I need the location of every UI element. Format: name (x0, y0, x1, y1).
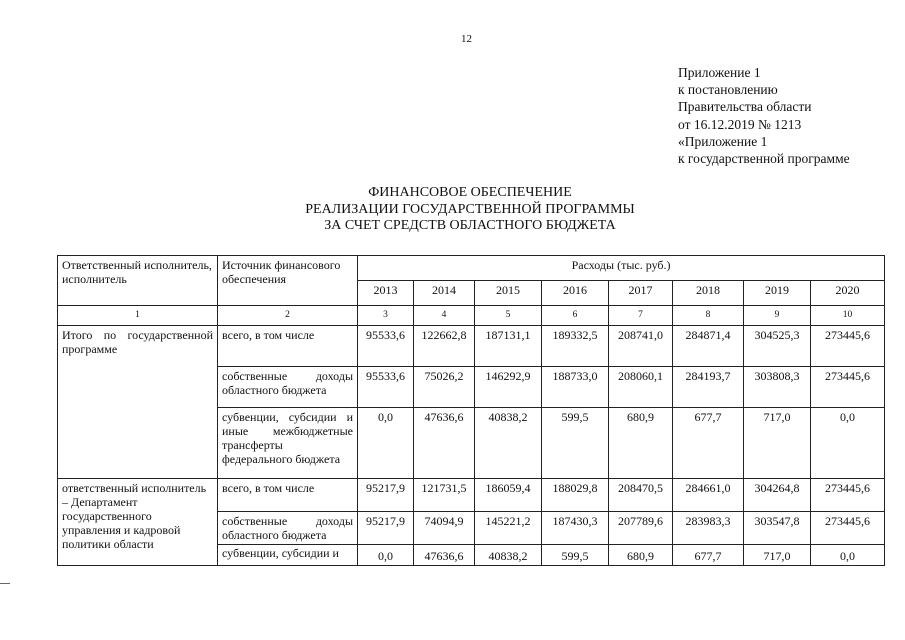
appendix-block (678, 64, 850, 167)
value-cell: 186059,4 (475, 479, 542, 512)
column-number: 5 (475, 306, 542, 326)
value-cell: 284871,4 (673, 326, 744, 367)
value-cell: 187131,1 (475, 326, 542, 367)
header-year: 2014 (414, 281, 475, 306)
value-cell: 208470,5 (609, 479, 673, 512)
appendix-line: от 16.12.2019 № 1213 (678, 116, 802, 132)
value-cell: 121731,5 (414, 479, 475, 512)
value-cell: 145221,2 (475, 512, 542, 545)
title-line: РЕАЛИЗАЦИИ ГОСУДАРСТВЕННОЙ ПРОГРАММЫ (305, 201, 635, 217)
value-cell: 677,7 (673, 408, 744, 479)
header-executor: Ответственный исполнитель, исполнитель (58, 256, 218, 306)
document-title (0, 185, 905, 235)
source-cell: субвенции, субсидии и иные межбюджетные трансферты федерального бюджета (218, 408, 358, 479)
header-year: 2017 (609, 281, 673, 306)
financing-table (57, 255, 885, 566)
value-cell: 95217,9 (358, 512, 414, 545)
appendix-line: «Приложение 1 (678, 133, 768, 149)
table-row (58, 479, 885, 512)
header-year: 2020 (811, 281, 885, 306)
value-cell: 599,5 (542, 408, 609, 479)
executor-cell: Итого по государственной программе (58, 326, 218, 479)
source-cell: собственные доходы областного бюджета (218, 367, 358, 408)
value-cell: 304525,3 (744, 326, 811, 367)
column-number: 10 (811, 306, 885, 326)
appendix-line: Приложение 1 (678, 65, 761, 80)
value-cell: 188733,0 (542, 367, 609, 408)
column-number: 8 (673, 306, 744, 326)
value-cell: 283983,3 (673, 512, 744, 545)
scan-margin-mark (0, 583, 10, 584)
value-cell: 303547,8 (744, 512, 811, 545)
value-cell: 95533,6 (358, 367, 414, 408)
column-number: 4 (414, 306, 475, 326)
value-cell: 207789,6 (609, 512, 673, 545)
value-cell: 47636,6 (414, 545, 475, 566)
value-cell: 187430,3 (542, 512, 609, 545)
value-cell: 677,7 (673, 545, 744, 566)
appendix-line: к постановлению (678, 82, 778, 98)
value-cell: 0,0 (811, 408, 885, 479)
value-cell: 273445,6 (811, 326, 885, 367)
value-cell: 273445,6 (811, 512, 885, 545)
header-year: 2016 (542, 281, 609, 306)
header-source: Источник финансового обеспечения (218, 256, 358, 306)
page-number: 12 (461, 33, 472, 45)
value-cell: 273445,6 (811, 479, 885, 512)
column-number: 9 (744, 306, 811, 326)
source-cell: всего, в том числе (218, 479, 358, 512)
header-year: 2018 (673, 281, 744, 306)
header-expenses: Расходы (тыс. руб.) (358, 256, 885, 281)
source-cell: собственные доходы областного бюджета (218, 512, 358, 545)
value-cell: 304264,8 (744, 479, 811, 512)
value-cell: 284661,0 (673, 479, 744, 512)
value-cell: 273445,6 (811, 367, 885, 408)
header-year: 2019 (744, 281, 811, 306)
value-cell: 146292,9 (475, 367, 542, 408)
value-cell: 189332,5 (542, 326, 609, 367)
source-cell: всего, в том числе (218, 326, 358, 367)
column-number: 3 (358, 306, 414, 326)
header-year: 2015 (475, 281, 542, 306)
header-year: 2013 (358, 281, 414, 306)
column-number: 6 (542, 306, 609, 326)
column-number: 7 (609, 306, 673, 326)
value-cell: 680,9 (609, 408, 673, 479)
value-cell: 0,0 (811, 545, 885, 566)
value-cell: 95533,6 (358, 326, 414, 367)
value-cell: 0,0 (358, 408, 414, 479)
value-cell: 40838,2 (475, 408, 542, 479)
appendix-line: Правительства области (678, 99, 812, 115)
value-cell: 717,0 (744, 545, 811, 566)
source-cell: субвенции, субсидии и (218, 545, 358, 566)
value-cell: 188029,8 (542, 479, 609, 512)
value-cell: 208741,0 (609, 326, 673, 367)
value-cell: 208060,1 (609, 367, 673, 408)
value-cell: 284193,7 (673, 367, 744, 408)
value-cell: 717,0 (744, 408, 811, 479)
column-number: 2 (218, 306, 358, 326)
title-line: ФИНАНСОВОЕ ОБЕСПЕЧЕНИЕ (368, 185, 572, 200)
value-cell: 0,0 (358, 545, 414, 566)
value-cell: 303808,3 (744, 367, 811, 408)
appendix-line: к государственной программе (678, 151, 850, 167)
value-cell: 47636,6 (414, 408, 475, 479)
value-cell: 40838,2 (475, 545, 542, 566)
value-cell: 122662,8 (414, 326, 475, 367)
title-line: ЗА СЧЕТ СРЕДСТВ ОБЛАСТНОГО БЮДЖЕТА (324, 218, 616, 233)
value-cell: 75026,2 (414, 367, 475, 408)
value-cell: 74094,9 (414, 512, 475, 545)
column-number: 1 (58, 306, 218, 326)
value-cell: 95217,9 (358, 479, 414, 512)
value-cell: 680,9 (609, 545, 673, 566)
table-row (58, 326, 885, 367)
executor-cell: ответственный исполнитель – Департамент государственного управления и кадровой политики области (58, 479, 218, 566)
value-cell: 599,5 (542, 545, 609, 566)
